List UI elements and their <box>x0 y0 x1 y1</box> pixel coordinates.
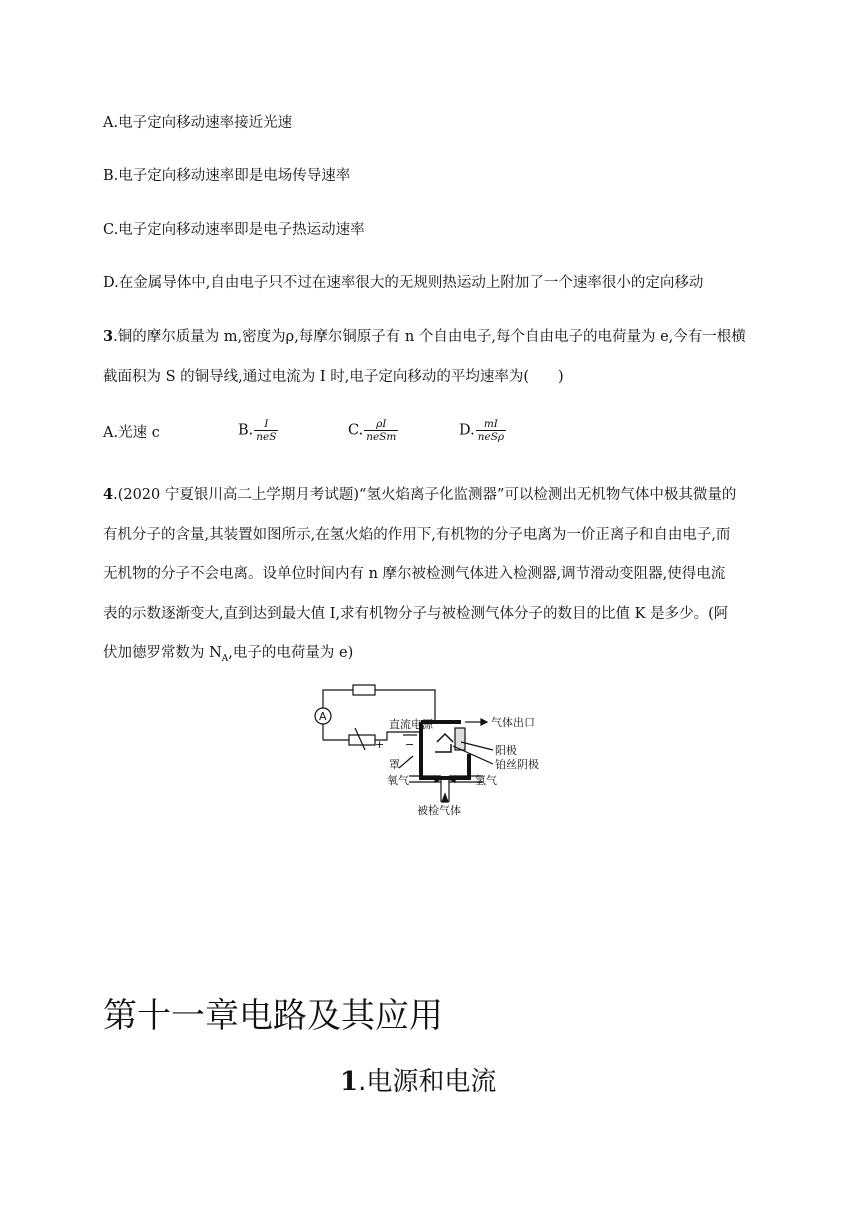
ammeter-label: A <box>319 710 327 723</box>
q3-option-c-label: C. <box>348 422 364 439</box>
resistor <box>353 685 375 695</box>
q3-stem-line1 <box>103 327 746 347</box>
q2-option-b: B.电子定向移动速率即是电场传导速率 <box>103 168 351 184</box>
q2-option-a: A.电子定向移动速率接近光速 <box>103 115 293 131</box>
q3-number: 3 <box>103 328 114 345</box>
cathode-label: 铂丝阴极 <box>495 758 539 771</box>
q3-option-c-fraction <box>364 418 398 443</box>
minus-sign: − <box>405 738 415 751</box>
q2-option-d: D.在金属导体中,自由电子只不过在速率很大的无规则热运动上附加了一个速率很小的定向移动 <box>103 275 704 291</box>
section-title-text: .电源和电流 <box>358 1067 497 1097</box>
q4-text-5-end: ,电子的电荷量为 e) <box>228 645 354 661</box>
power-source-label: 直流电源 <box>389 718 433 731</box>
plus-sign: + <box>375 738 385 751</box>
fraction-denominator: neSm <box>366 431 397 443</box>
q3-option-b-fraction <box>254 418 278 443</box>
section-number: 1 <box>340 1067 359 1097</box>
hydrogen-label: 氢气 <box>475 774 497 787</box>
q4-stem-line2: 有机分子的含量,其装置如图所示,在氢火焰的作用下,有机物的分子电离为一价正离子和自由电子,而 <box>103 527 731 543</box>
section-title <box>340 1064 496 1100</box>
q3-text-1: .铜的摩尔质量为 m,密度为ρ,每摩尔铜原子有 n 个自由电子,每个自由电子的电荷量为 e,今有一根横 <box>113 329 746 345</box>
chapter-title: 第十一章电路及其应用 <box>103 996 443 1036</box>
q3-option-a: A.光速 c <box>103 425 160 441</box>
q3-option-c <box>348 418 398 443</box>
anode-plate <box>455 728 465 750</box>
q4-text-1: .(2020 宁夏银川高二上学期月考试题)“氢火焰离子化监测器”可以检测出无机物气体中极其微量的 <box>113 487 737 503</box>
q4-number: 4 <box>103 486 114 503</box>
flame-ionization-detector-diagram <box>305 680 565 816</box>
q3-option-d <box>459 418 506 443</box>
q4-stem-line1 <box>103 485 736 505</box>
q3-option-d-label: D. <box>459 422 475 439</box>
anode-label: 阳极 <box>495 744 517 757</box>
fraction-numerator: ρI <box>376 418 387 430</box>
fraction-denominator: neS <box>256 431 277 443</box>
q3-option-b <box>238 418 278 443</box>
sample-gas-label: 被检气体 <box>417 804 461 816</box>
q3-option-d-fraction <box>476 418 506 443</box>
fraction-numerator: I <box>264 418 269 430</box>
fraction-denominator: neSρ <box>477 431 505 443</box>
hood-label: 罩 <box>389 758 400 771</box>
q3-option-b-label: B. <box>238 422 254 439</box>
oxygen-label: 氧气 <box>387 774 409 787</box>
fraction-numerator: mI <box>483 418 498 430</box>
q4-stem-line3: 无机物的分子不会电离。设单位时间内有 n 摩尔被检测气体进入检测器,调节滑动变阻器,使得电流 <box>103 566 726 582</box>
q3-stem-line2: 截面积为 S 的铜导线,通过电流为 I 时,电子定向移动的平均速率为( ) <box>103 369 564 385</box>
q4-text-5: 伏加德罗常数为 N <box>103 645 222 661</box>
q2-option-c: C.电子定向移动速率即是电子热运动速率 <box>103 222 365 238</box>
q4-stem-line5 <box>103 643 353 669</box>
q4-subscript: A <box>221 653 229 664</box>
q4-stem-line4: 表的示数逐渐变大,直到达到最大值 I,求有机物分子与被检测气体分子的数目的比值 K 是多少。(阿 <box>103 606 729 622</box>
gas-outlet-label: 气体出口 <box>491 716 535 729</box>
